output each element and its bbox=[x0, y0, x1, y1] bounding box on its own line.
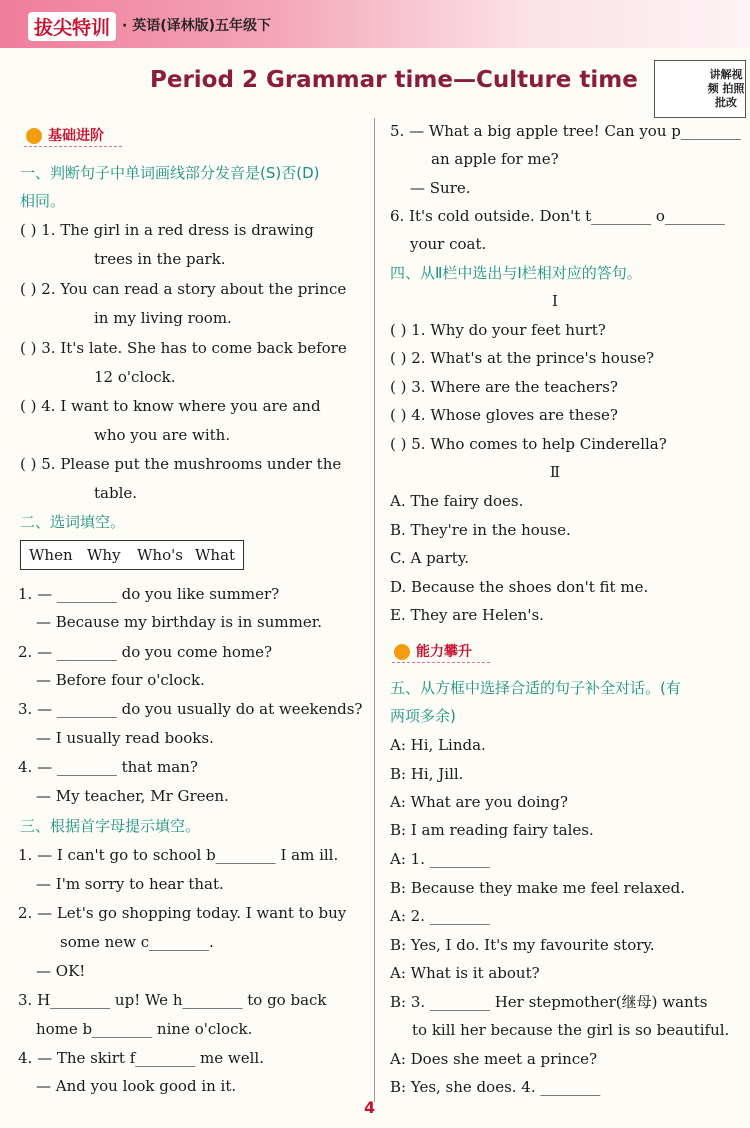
text-line: 4. — The skirt f________ me well. bbox=[18, 1049, 264, 1067]
text-line: 2. — Let's go shopping today. I want to buy bbox=[18, 904, 347, 922]
text-line: A: 2. ________ bbox=[390, 907, 490, 925]
section-heading: 五、从方框中选择合适的句子补全对话。(有 bbox=[390, 679, 681, 697]
text-line: — Before four o'clock. bbox=[36, 671, 205, 689]
text-line: C. A party. bbox=[390, 549, 470, 567]
section-banner: 能力攀升 bbox=[392, 640, 490, 663]
text-line: A: Does she meet a prince? bbox=[390, 1050, 598, 1068]
section-banner: 基础进阶 bbox=[24, 124, 122, 147]
text-line: 3. — ________ do you usually do at weekends? bbox=[18, 700, 363, 718]
text-line: E. They are Helen's. bbox=[390, 606, 544, 624]
text-line: in my living room. bbox=[94, 309, 232, 327]
text-line: your coat. bbox=[410, 235, 487, 253]
text-line: ( ) 5. Please put the mushrooms under the bbox=[20, 455, 342, 473]
text-line: 2. — ________ do you come home? bbox=[18, 643, 273, 661]
text-line: B. They're in the house. bbox=[390, 521, 571, 539]
text-line: — I usually read books. bbox=[36, 729, 214, 747]
text-line: 4. — ________ that man? bbox=[18, 758, 198, 776]
word-option: Who's bbox=[137, 546, 183, 564]
page-number: 4 bbox=[364, 1098, 376, 1117]
text-line: some new c________. bbox=[60, 933, 214, 951]
text-line: ( ) 5. Who comes to help Cinderella? bbox=[390, 435, 667, 453]
word-option: Why bbox=[87, 546, 121, 564]
text-line: D. Because the shoes don't fit me. bbox=[390, 578, 649, 596]
lecture-video-box[interactable] bbox=[654, 60, 746, 118]
text-line: ( ) 4. I want to know where you are and bbox=[20, 397, 321, 415]
section-heading: 一、判断句子中单词画线部分发音是(S)否(D) bbox=[20, 164, 320, 182]
text-line: home b________ nine o'clock. bbox=[36, 1020, 253, 1038]
text-line: trees in the park. bbox=[94, 250, 226, 268]
text-line: ( ) 3. Where are the teachers? bbox=[390, 378, 618, 396]
text-line: 12 o'clock. bbox=[94, 368, 176, 386]
word-option: When bbox=[29, 546, 73, 564]
text-line: B: 3. ________ Her stepmother(继母) wants bbox=[390, 993, 708, 1011]
brand-logo: 拔尖特训 bbox=[28, 12, 116, 41]
text-line: — Because my birthday is in summer. bbox=[36, 613, 322, 631]
text-line: ( ) 4. Whose gloves are these? bbox=[390, 406, 618, 424]
text-line: — Sure. bbox=[410, 179, 471, 197]
text-line: — I'm sorry to hear that. bbox=[36, 875, 224, 893]
text-line: B: Yes, she does. 4. ________ bbox=[390, 1078, 601, 1096]
text-line: A: What is it about? bbox=[390, 964, 540, 982]
book-title: · 英语(译林版)五年级下 bbox=[122, 18, 271, 34]
text-line: 1. — ________ do you like summer? bbox=[18, 585, 280, 603]
section-heading: 两项多余) bbox=[390, 707, 456, 725]
lecture-video-label: 讲解视频 拍照批改 bbox=[707, 68, 745, 109]
text-line: who you are with. bbox=[94, 426, 231, 444]
text-line: 3. H________ up! We h________ to go back bbox=[18, 991, 327, 1009]
word-box bbox=[20, 540, 244, 570]
text-line: table. bbox=[94, 484, 138, 502]
text-line: ( ) 2. What's at the prince's house? bbox=[390, 349, 655, 367]
column-divider bbox=[374, 118, 375, 1102]
text-line: B: Hi, Jill. bbox=[390, 765, 464, 783]
text-line: 5. — What a big apple tree! Can you p________ bbox=[390, 122, 741, 140]
text-line: A: Hi, Linda. bbox=[390, 736, 486, 754]
text-line: ( ) 1. Why do your feet hurt? bbox=[390, 321, 606, 339]
text-line: ( ) 1. The girl in a red dress is drawing bbox=[20, 221, 314, 239]
text-line: — My teacher, Mr Green. bbox=[36, 787, 229, 805]
text-line: B: Because they make me feel relaxed. bbox=[390, 879, 686, 897]
page-title: Period 2 Grammar time—Culture time bbox=[150, 67, 638, 93]
text-line: an apple for me? bbox=[431, 150, 559, 168]
text-line: A: What are you doing? bbox=[390, 793, 568, 811]
text-line: — And you look good in it. bbox=[36, 1077, 237, 1095]
page-header bbox=[0, 0, 750, 48]
text-line: B: I am reading fairy tales. bbox=[390, 821, 594, 839]
section-heading: 相同。 bbox=[20, 192, 66, 210]
text-line: Ⅰ bbox=[552, 292, 558, 310]
text-line: ( ) 3. It's late. She has to come back before bbox=[20, 339, 347, 357]
text-line: A: 1. ________ bbox=[390, 850, 490, 868]
text-line: — OK! bbox=[36, 962, 86, 980]
section-heading: 四、从Ⅱ栏中选出与Ⅰ栏相对应的答句。 bbox=[390, 264, 642, 282]
text-line: to kill her because the girl is so beautiful. bbox=[412, 1021, 730, 1039]
text-line: Ⅱ bbox=[549, 463, 561, 481]
text-line: ( ) 2. You can read a story about the prince bbox=[20, 280, 347, 298]
section-heading: 三、根据首字母提示填空。 bbox=[20, 817, 201, 835]
section-heading: 二、选词填空。 bbox=[20, 513, 126, 531]
text-line: A. The fairy does. bbox=[390, 492, 524, 510]
text-line: 1. — I can't go to school b________ I am ill. bbox=[18, 846, 339, 864]
word-option: What bbox=[195, 546, 236, 564]
text-line: 6. It's cold outside. Don't t________ o________ bbox=[390, 207, 725, 225]
text-line: B: Yes, I do. It's my favourite story. bbox=[390, 936, 655, 954]
